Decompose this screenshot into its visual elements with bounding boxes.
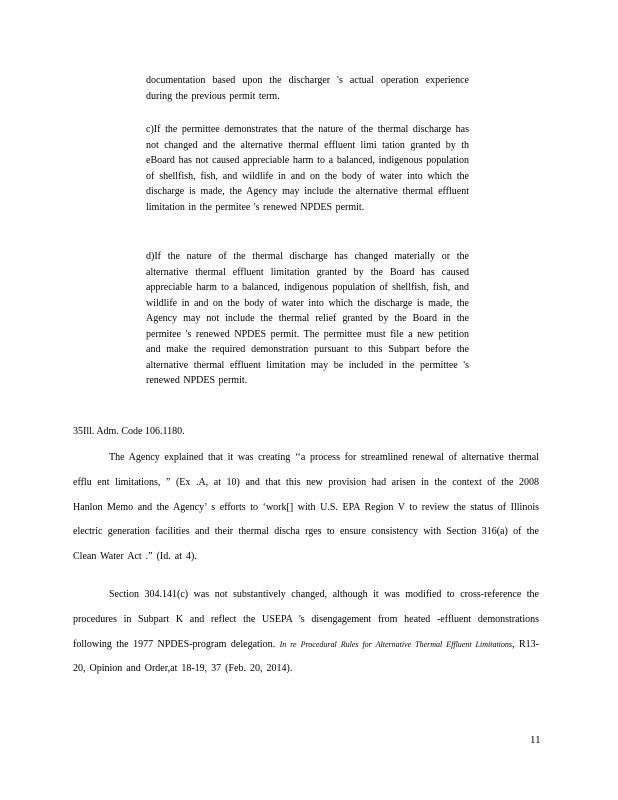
quote-paragraph-c: c)If the permittee demonstrates that the nature of the thermal discharge has not changed and the alternative thermal effluent limi tation granted by th eBoard has not caused appreciable harm to a balanced, indigenous population of shellfish, fish, and wildlife in and on the body of water into which the discharge is made, the Agency may include the alternative thermal effluent limitation in the permitee 's renewed NPDES permit. <box>146 124 469 213</box>
statute-citation: 35Ill. Adm. Code 106.1180. <box>73 426 185 437</box>
body-paragraph-agency-explained: The Agency explained that it was creating ‘‘a process for streamlined renewal of alternative thermal efflu ent limitations, ” (Ex .A, at 10) and that this new provision had arisen in the context of the 2008 Hanlon Memo and the Agency’ s efforts to ‘work[] with U.S. EPA Region V to review the status of Illinois electric generation facilities and their thermal discha rges to ensure consistency with Section 316(a) of the Clean Water Act .” (Id. at 4). <box>73 452 539 563</box>
paragraph-text: Section 304.141(c) was not substantively changed, although it was modified to cross-reference the procedures in Subpart K and reflect the USEPA 's disengagement from heated -effluent demonstrations following the 1977 NPDES-program delegation. <box>73 589 539 650</box>
quote-paragraph-d: d)If the nature of the thermal discharge has changed materially or the alternative thermal effluent limitation granted by the Board has caused appreciable harm to a balanced, indigenous population of shellfish, fish, and wildlife in and on the body of water into which the discharge is made, the Agency may not include the thermal relief granted by the Board in the permitee 's renewed NPDES permit. The permittee must file a new petition and make the required demonstration pursuant to this Subpart before the alternative thermal effluent limitation may be included in the permittee 's renewed NPDES permit. <box>146 251 469 386</box>
page-number: 11 <box>530 734 541 746</box>
case-name: In re Procedural Rules for Alternative Thermal Effluent Limitations <box>279 639 513 649</box>
quote-paragraph-b-tail: documentation based upon the discharger 's actual operation experience during the previous permit term. <box>146 75 469 102</box>
body-paragraph-section-304 <box>73 583 539 682</box>
paragraph-text-end: , R13-20, Opinion and Order,at 18-19, 37 (Feb. 20, 2014). <box>73 638 539 675</box>
